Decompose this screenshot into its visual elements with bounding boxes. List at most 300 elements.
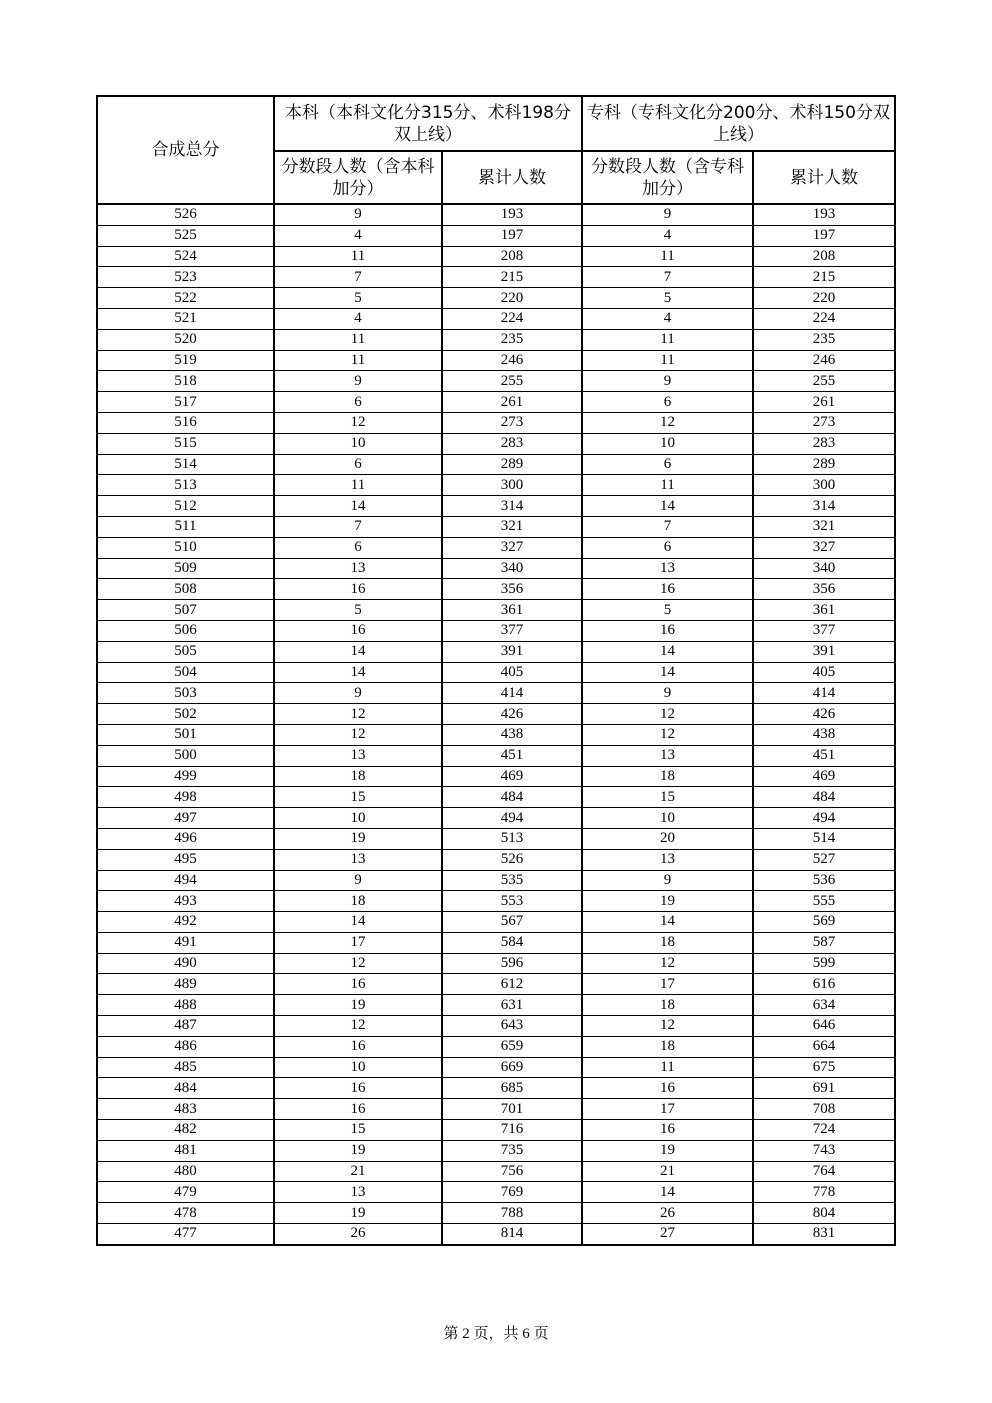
undergrad-cumulative-cell: 685 bbox=[442, 1078, 582, 1099]
junior-segment-cell: 18 bbox=[582, 995, 753, 1016]
table-row bbox=[97, 329, 895, 350]
table-row bbox=[97, 350, 895, 371]
undergrad-segment-cell: 7 bbox=[274, 267, 442, 288]
junior-segment-cell: 14 bbox=[582, 641, 753, 662]
junior-segment-cell: 17 bbox=[582, 974, 753, 995]
undergrad-cumulative-cell: 716 bbox=[442, 1120, 582, 1141]
score-cell: 526 bbox=[97, 204, 274, 225]
junior-segment-cell: 13 bbox=[582, 558, 753, 579]
score-cell: 522 bbox=[97, 288, 274, 309]
score-cell: 524 bbox=[97, 246, 274, 267]
undergrad-cumulative-cell: 513 bbox=[442, 828, 582, 849]
junior-cumulative-cell: 616 bbox=[753, 974, 895, 995]
score-cell: 509 bbox=[97, 558, 274, 579]
undergrad-segment-cell: 13 bbox=[274, 1182, 442, 1203]
undergrad-cumulative-cell: 631 bbox=[442, 995, 582, 1016]
table-row bbox=[97, 308, 895, 329]
undergrad-cumulative-cell: 484 bbox=[442, 787, 582, 808]
undergrad-cumulative-cell: 327 bbox=[442, 537, 582, 558]
junior-segment-cell: 13 bbox=[582, 745, 753, 766]
table-row bbox=[97, 516, 895, 537]
undergrad-segment-cell: 19 bbox=[274, 828, 442, 849]
junior-cumulative-cell: 555 bbox=[753, 891, 895, 912]
undergrad-segment-cell: 12 bbox=[274, 1016, 442, 1037]
table-header bbox=[97, 96, 895, 204]
junior-segment-cell: 9 bbox=[582, 683, 753, 704]
header-junior-cumulative: 累计人数 bbox=[753, 151, 895, 204]
junior-cumulative-cell: 215 bbox=[753, 267, 895, 288]
undergrad-segment-cell: 18 bbox=[274, 766, 442, 787]
junior-cumulative-cell: 514 bbox=[753, 828, 895, 849]
junior-cumulative-cell: 569 bbox=[753, 912, 895, 933]
table-row bbox=[97, 932, 895, 953]
junior-cumulative-cell: 494 bbox=[753, 808, 895, 829]
junior-cumulative-cell: 327 bbox=[753, 537, 895, 558]
undergrad-cumulative-cell: 659 bbox=[442, 1036, 582, 1057]
undergrad-segment-cell: 11 bbox=[274, 246, 442, 267]
junior-cumulative-cell: 599 bbox=[753, 953, 895, 974]
undergrad-cumulative-cell: 273 bbox=[442, 412, 582, 433]
undergrad-segment-cell: 9 bbox=[274, 683, 442, 704]
table-row bbox=[97, 891, 895, 912]
table-row bbox=[97, 454, 895, 475]
table-row bbox=[97, 1224, 895, 1245]
junior-segment-cell: 14 bbox=[582, 662, 753, 683]
junior-cumulative-cell: 804 bbox=[753, 1203, 895, 1224]
junior-cumulative-cell: 708 bbox=[753, 1099, 895, 1120]
table-row bbox=[97, 995, 895, 1016]
junior-segment-cell: 9 bbox=[582, 204, 753, 225]
table-row bbox=[97, 1078, 895, 1099]
undergrad-cumulative-cell: 261 bbox=[442, 392, 582, 413]
score-cell: 511 bbox=[97, 516, 274, 537]
undergrad-segment-cell: 14 bbox=[274, 912, 442, 933]
junior-cumulative-cell: 438 bbox=[753, 724, 895, 745]
undergrad-segment-cell: 16 bbox=[274, 974, 442, 995]
table-row bbox=[97, 204, 895, 225]
undergrad-segment-cell: 21 bbox=[274, 1161, 442, 1182]
undergrad-segment-cell: 11 bbox=[274, 475, 442, 496]
junior-cumulative-cell: 197 bbox=[753, 225, 895, 246]
undergrad-cumulative-cell: 414 bbox=[442, 683, 582, 704]
undergrad-cumulative-cell: 596 bbox=[442, 953, 582, 974]
score-cell: 523 bbox=[97, 267, 274, 288]
junior-cumulative-cell: 356 bbox=[753, 579, 895, 600]
table-row bbox=[97, 433, 895, 454]
junior-segment-cell: 18 bbox=[582, 766, 753, 787]
junior-segment-cell: 6 bbox=[582, 392, 753, 413]
undergrad-segment-cell: 10 bbox=[274, 1057, 442, 1078]
table-row bbox=[97, 600, 895, 621]
score-cell: 487 bbox=[97, 1016, 274, 1037]
table-row bbox=[97, 475, 895, 496]
table-row bbox=[97, 1016, 895, 1037]
junior-cumulative-cell: 764 bbox=[753, 1161, 895, 1182]
undergrad-cumulative-cell: 356 bbox=[442, 579, 582, 600]
table-row bbox=[97, 787, 895, 808]
junior-segment-cell: 6 bbox=[582, 537, 753, 558]
junior-cumulative-cell: 377 bbox=[753, 620, 895, 641]
page-footer: 第 2 页，共 6 页 bbox=[443, 1326, 549, 1342]
table-row bbox=[97, 953, 895, 974]
junior-cumulative-cell: 273 bbox=[753, 412, 895, 433]
junior-segment-cell: 21 bbox=[582, 1161, 753, 1182]
junior-cumulative-cell: 283 bbox=[753, 433, 895, 454]
undergrad-segment-cell: 14 bbox=[274, 641, 442, 662]
junior-cumulative-cell: 391 bbox=[753, 641, 895, 662]
undergrad-cumulative-cell: 567 bbox=[442, 912, 582, 933]
undergrad-segment-cell: 13 bbox=[274, 558, 442, 579]
undergrad-segment-cell: 16 bbox=[274, 1078, 442, 1099]
undergrad-segment-cell: 15 bbox=[274, 787, 442, 808]
table-row bbox=[97, 870, 895, 891]
undergrad-cumulative-cell: 391 bbox=[442, 641, 582, 662]
score-cell: 496 bbox=[97, 828, 274, 849]
score-cell: 517 bbox=[97, 392, 274, 413]
score-cell: 505 bbox=[97, 641, 274, 662]
undergrad-segment-cell: 11 bbox=[274, 329, 442, 350]
junior-cumulative-cell: 451 bbox=[753, 745, 895, 766]
undergrad-segment-cell: 10 bbox=[274, 808, 442, 829]
table-row bbox=[97, 1140, 895, 1161]
junior-segment-cell: 4 bbox=[582, 308, 753, 329]
score-cell: 520 bbox=[97, 329, 274, 350]
score-cell: 512 bbox=[97, 496, 274, 517]
undergrad-segment-cell: 12 bbox=[274, 412, 442, 433]
undergrad-cumulative-cell: 584 bbox=[442, 932, 582, 953]
undergrad-segment-cell: 14 bbox=[274, 662, 442, 683]
undergrad-segment-cell: 16 bbox=[274, 1099, 442, 1120]
table-row bbox=[97, 246, 895, 267]
undergrad-cumulative-cell: 494 bbox=[442, 808, 582, 829]
junior-cumulative-cell: 340 bbox=[753, 558, 895, 579]
header-junior-segment: 分数段人数（含专科加分） bbox=[582, 151, 753, 204]
undergrad-cumulative-cell: 283 bbox=[442, 433, 582, 454]
undergrad-cumulative-cell: 300 bbox=[442, 475, 582, 496]
undergrad-segment-cell: 16 bbox=[274, 1036, 442, 1057]
junior-cumulative-cell: 246 bbox=[753, 350, 895, 371]
undergrad-segment-cell: 5 bbox=[274, 600, 442, 621]
junior-cumulative-cell: 426 bbox=[753, 704, 895, 725]
junior-cumulative-cell: 405 bbox=[753, 662, 895, 683]
undergrad-cumulative-cell: 361 bbox=[442, 600, 582, 621]
undergrad-cumulative-cell: 612 bbox=[442, 974, 582, 995]
score-cell: 508 bbox=[97, 579, 274, 600]
undergrad-segment-cell: 6 bbox=[274, 454, 442, 475]
junior-cumulative-cell: 208 bbox=[753, 246, 895, 267]
table-row bbox=[97, 1036, 895, 1057]
table-row bbox=[97, 1057, 895, 1078]
junior-cumulative-cell: 675 bbox=[753, 1057, 895, 1078]
junior-cumulative-cell: 224 bbox=[753, 308, 895, 329]
undergrad-cumulative-cell: 814 bbox=[442, 1224, 582, 1245]
undergrad-cumulative-cell: 289 bbox=[442, 454, 582, 475]
junior-segment-cell: 10 bbox=[582, 433, 753, 454]
undergrad-cumulative-cell: 224 bbox=[442, 308, 582, 329]
score-cell: 488 bbox=[97, 995, 274, 1016]
score-cell: 494 bbox=[97, 870, 274, 891]
undergrad-cumulative-cell: 215 bbox=[442, 267, 582, 288]
junior-cumulative-cell: 484 bbox=[753, 787, 895, 808]
junior-cumulative-cell: 255 bbox=[753, 371, 895, 392]
table-row bbox=[97, 496, 895, 517]
undergrad-segment-cell: 16 bbox=[274, 620, 442, 641]
undergrad-segment-cell: 9 bbox=[274, 870, 442, 891]
score-cell: 518 bbox=[97, 371, 274, 392]
table-row bbox=[97, 912, 895, 933]
undergrad-segment-cell: 11 bbox=[274, 350, 442, 371]
junior-cumulative-cell: 587 bbox=[753, 932, 895, 953]
undergrad-cumulative-cell: 340 bbox=[442, 558, 582, 579]
table-row bbox=[97, 1120, 895, 1141]
undergrad-segment-cell: 7 bbox=[274, 516, 442, 537]
table-row bbox=[97, 724, 895, 745]
undergrad-segment-cell: 14 bbox=[274, 496, 442, 517]
junior-segment-cell: 17 bbox=[582, 1099, 753, 1120]
undergrad-cumulative-cell: 438 bbox=[442, 724, 582, 745]
undergrad-segment-cell: 12 bbox=[274, 704, 442, 725]
undergrad-segment-cell: 10 bbox=[274, 433, 442, 454]
junior-segment-cell: 12 bbox=[582, 724, 753, 745]
undergrad-segment-cell: 6 bbox=[274, 537, 442, 558]
junior-cumulative-cell: 289 bbox=[753, 454, 895, 475]
junior-cumulative-cell: 314 bbox=[753, 496, 895, 517]
score-cell: 510 bbox=[97, 537, 274, 558]
junior-cumulative-cell: 664 bbox=[753, 1036, 895, 1057]
junior-segment-cell: 16 bbox=[582, 1120, 753, 1141]
table-row bbox=[97, 974, 895, 995]
table-row bbox=[97, 766, 895, 787]
table-row bbox=[97, 620, 895, 641]
score-cell: 507 bbox=[97, 600, 274, 621]
table-row bbox=[97, 662, 895, 683]
undergrad-cumulative-cell: 701 bbox=[442, 1099, 582, 1120]
junior-segment-cell: 18 bbox=[582, 932, 753, 953]
junior-cumulative-cell: 261 bbox=[753, 392, 895, 413]
header-undergrad-segment: 分数段人数（含本科加分） bbox=[274, 151, 442, 204]
junior-cumulative-cell: 300 bbox=[753, 475, 895, 496]
junior-cumulative-cell: 527 bbox=[753, 849, 895, 870]
undergrad-segment-cell: 17 bbox=[274, 932, 442, 953]
undergrad-segment-cell: 15 bbox=[274, 1120, 442, 1141]
table-row bbox=[97, 641, 895, 662]
table-row bbox=[97, 808, 895, 829]
undergrad-cumulative-cell: 426 bbox=[442, 704, 582, 725]
score-cell: 486 bbox=[97, 1036, 274, 1057]
score-cell: 477 bbox=[97, 1224, 274, 1245]
table-body bbox=[97, 204, 895, 1245]
score-cell: 519 bbox=[97, 350, 274, 371]
score-cell: 481 bbox=[97, 1140, 274, 1161]
undergrad-cumulative-cell: 314 bbox=[442, 496, 582, 517]
junior-cumulative-cell: 220 bbox=[753, 288, 895, 309]
junior-cumulative-cell: 536 bbox=[753, 870, 895, 891]
score-cell: 499 bbox=[97, 766, 274, 787]
junior-segment-cell: 12 bbox=[582, 412, 753, 433]
undergrad-segment-cell: 13 bbox=[274, 745, 442, 766]
junior-segment-cell: 10 bbox=[582, 808, 753, 829]
score-cell: 478 bbox=[97, 1203, 274, 1224]
junior-segment-cell: 9 bbox=[582, 870, 753, 891]
score-cell: 483 bbox=[97, 1099, 274, 1120]
undergrad-segment-cell: 19 bbox=[274, 1140, 442, 1161]
table-row bbox=[97, 1203, 895, 1224]
junior-segment-cell: 6 bbox=[582, 454, 753, 475]
undergrad-cumulative-cell: 193 bbox=[442, 204, 582, 225]
undergrad-cumulative-cell: 669 bbox=[442, 1057, 582, 1078]
score-cell: 521 bbox=[97, 308, 274, 329]
undergrad-segment-cell: 12 bbox=[274, 953, 442, 974]
junior-segment-cell: 16 bbox=[582, 579, 753, 600]
junior-cumulative-cell: 743 bbox=[753, 1140, 895, 1161]
score-cell: 515 bbox=[97, 433, 274, 454]
table-row bbox=[97, 392, 895, 413]
undergrad-cumulative-cell: 526 bbox=[442, 849, 582, 870]
junior-segment-cell: 11 bbox=[582, 350, 753, 371]
junior-segment-cell: 14 bbox=[582, 1182, 753, 1203]
junior-segment-cell: 11 bbox=[582, 246, 753, 267]
score-cell: 479 bbox=[97, 1182, 274, 1203]
undergrad-segment-cell: 6 bbox=[274, 392, 442, 413]
undergrad-cumulative-cell: 377 bbox=[442, 620, 582, 641]
junior-segment-cell: 20 bbox=[582, 828, 753, 849]
junior-cumulative-cell: 193 bbox=[753, 204, 895, 225]
undergrad-cumulative-cell: 405 bbox=[442, 662, 582, 683]
junior-segment-cell: 16 bbox=[582, 1078, 753, 1099]
score-cell: 490 bbox=[97, 953, 274, 974]
score-cell: 491 bbox=[97, 932, 274, 953]
junior-segment-cell: 4 bbox=[582, 225, 753, 246]
junior-cumulative-cell: 414 bbox=[753, 683, 895, 704]
table-row bbox=[97, 683, 895, 704]
table-row bbox=[97, 849, 895, 870]
score-cell: 514 bbox=[97, 454, 274, 475]
undergrad-segment-cell: 9 bbox=[274, 204, 442, 225]
junior-cumulative-cell: 691 bbox=[753, 1078, 895, 1099]
undergrad-cumulative-cell: 535 bbox=[442, 870, 582, 891]
header-undergrad-group: 本科（本科文化分315分、术科198分双上线） bbox=[274, 96, 582, 151]
score-distribution-table bbox=[96, 95, 896, 1246]
table-row bbox=[97, 558, 895, 579]
header-junior-group: 专科（专科文化分200分、术科150分双上线） bbox=[582, 96, 895, 151]
junior-segment-cell: 14 bbox=[582, 912, 753, 933]
undergrad-cumulative-cell: 255 bbox=[442, 371, 582, 392]
undergrad-segment-cell: 18 bbox=[274, 891, 442, 912]
score-cell: 506 bbox=[97, 620, 274, 641]
score-cell: 513 bbox=[97, 475, 274, 496]
junior-segment-cell: 9 bbox=[582, 371, 753, 392]
junior-segment-cell: 12 bbox=[582, 1016, 753, 1037]
junior-segment-cell: 11 bbox=[582, 1057, 753, 1078]
junior-cumulative-cell: 634 bbox=[753, 995, 895, 1016]
junior-segment-cell: 11 bbox=[582, 329, 753, 350]
score-cell: 500 bbox=[97, 745, 274, 766]
score-cell: 503 bbox=[97, 683, 274, 704]
undergrad-segment-cell: 19 bbox=[274, 1203, 442, 1224]
table-row bbox=[97, 1099, 895, 1120]
junior-segment-cell: 5 bbox=[582, 600, 753, 621]
junior-segment-cell: 18 bbox=[582, 1036, 753, 1057]
undergrad-segment-cell: 4 bbox=[274, 308, 442, 329]
score-cell: 504 bbox=[97, 662, 274, 683]
table-row bbox=[97, 412, 895, 433]
undergrad-cumulative-cell: 788 bbox=[442, 1203, 582, 1224]
undergrad-segment-cell: 12 bbox=[274, 724, 442, 745]
table-row bbox=[97, 1182, 895, 1203]
junior-cumulative-cell: 724 bbox=[753, 1120, 895, 1141]
undergrad-cumulative-cell: 321 bbox=[442, 516, 582, 537]
score-cell: 525 bbox=[97, 225, 274, 246]
junior-cumulative-cell: 469 bbox=[753, 766, 895, 787]
junior-cumulative-cell: 235 bbox=[753, 329, 895, 350]
table-row bbox=[97, 267, 895, 288]
junior-segment-cell: 12 bbox=[582, 704, 753, 725]
undergrad-cumulative-cell: 208 bbox=[442, 246, 582, 267]
undergrad-segment-cell: 5 bbox=[274, 288, 442, 309]
undergrad-segment-cell: 16 bbox=[274, 579, 442, 600]
junior-segment-cell: 7 bbox=[582, 267, 753, 288]
junior-segment-cell: 15 bbox=[582, 787, 753, 808]
table-row bbox=[97, 288, 895, 309]
undergrad-cumulative-cell: 769 bbox=[442, 1182, 582, 1203]
junior-segment-cell: 5 bbox=[582, 288, 753, 309]
score-cell: 498 bbox=[97, 787, 274, 808]
table-row bbox=[97, 828, 895, 849]
junior-segment-cell: 19 bbox=[582, 891, 753, 912]
junior-segment-cell: 7 bbox=[582, 516, 753, 537]
score-cell: 492 bbox=[97, 912, 274, 933]
undergrad-segment-cell: 19 bbox=[274, 995, 442, 1016]
table-row bbox=[97, 579, 895, 600]
junior-cumulative-cell: 321 bbox=[753, 516, 895, 537]
table-row bbox=[97, 704, 895, 725]
score-cell: 502 bbox=[97, 704, 274, 725]
junior-segment-cell: 19 bbox=[582, 1140, 753, 1161]
undergrad-cumulative-cell: 643 bbox=[442, 1016, 582, 1037]
undergrad-cumulative-cell: 735 bbox=[442, 1140, 582, 1161]
header-undergrad-cumulative: 累计人数 bbox=[442, 151, 582, 204]
junior-segment-cell: 11 bbox=[582, 475, 753, 496]
undergrad-cumulative-cell: 553 bbox=[442, 891, 582, 912]
table-row bbox=[97, 745, 895, 766]
junior-cumulative-cell: 831 bbox=[753, 1224, 895, 1245]
score-cell: 489 bbox=[97, 974, 274, 995]
junior-segment-cell: 13 bbox=[582, 849, 753, 870]
table-row bbox=[97, 371, 895, 392]
undergrad-cumulative-cell: 220 bbox=[442, 288, 582, 309]
junior-segment-cell: 16 bbox=[582, 620, 753, 641]
junior-cumulative-cell: 361 bbox=[753, 600, 895, 621]
undergrad-segment-cell: 9 bbox=[274, 371, 442, 392]
undergrad-cumulative-cell: 246 bbox=[442, 350, 582, 371]
table-row bbox=[97, 225, 895, 246]
score-cell: 493 bbox=[97, 891, 274, 912]
junior-segment-cell: 12 bbox=[582, 953, 753, 974]
junior-cumulative-cell: 646 bbox=[753, 1016, 895, 1037]
score-cell: 480 bbox=[97, 1161, 274, 1182]
junior-segment-cell: 14 bbox=[582, 496, 753, 517]
table-row bbox=[97, 537, 895, 558]
undergrad-segment-cell: 26 bbox=[274, 1224, 442, 1245]
undergrad-segment-cell: 4 bbox=[274, 225, 442, 246]
header-score: 合成总分 bbox=[97, 96, 274, 204]
score-cell: 497 bbox=[97, 808, 274, 829]
undergrad-segment-cell: 13 bbox=[274, 849, 442, 870]
undergrad-cumulative-cell: 197 bbox=[442, 225, 582, 246]
junior-cumulative-cell: 778 bbox=[753, 1182, 895, 1203]
undergrad-cumulative-cell: 451 bbox=[442, 745, 582, 766]
score-cell: 495 bbox=[97, 849, 274, 870]
